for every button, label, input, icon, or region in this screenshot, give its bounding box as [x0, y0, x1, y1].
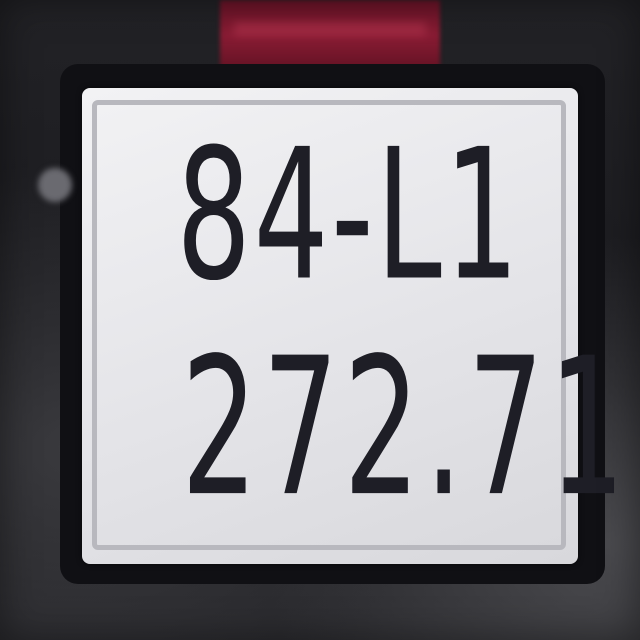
plate-line-1: 84-L1 [176, 110, 522, 321]
plate-line-2: 272.71 [181, 317, 630, 539]
bolt-icon [38, 168, 72, 202]
license-plate [82, 88, 630, 564]
